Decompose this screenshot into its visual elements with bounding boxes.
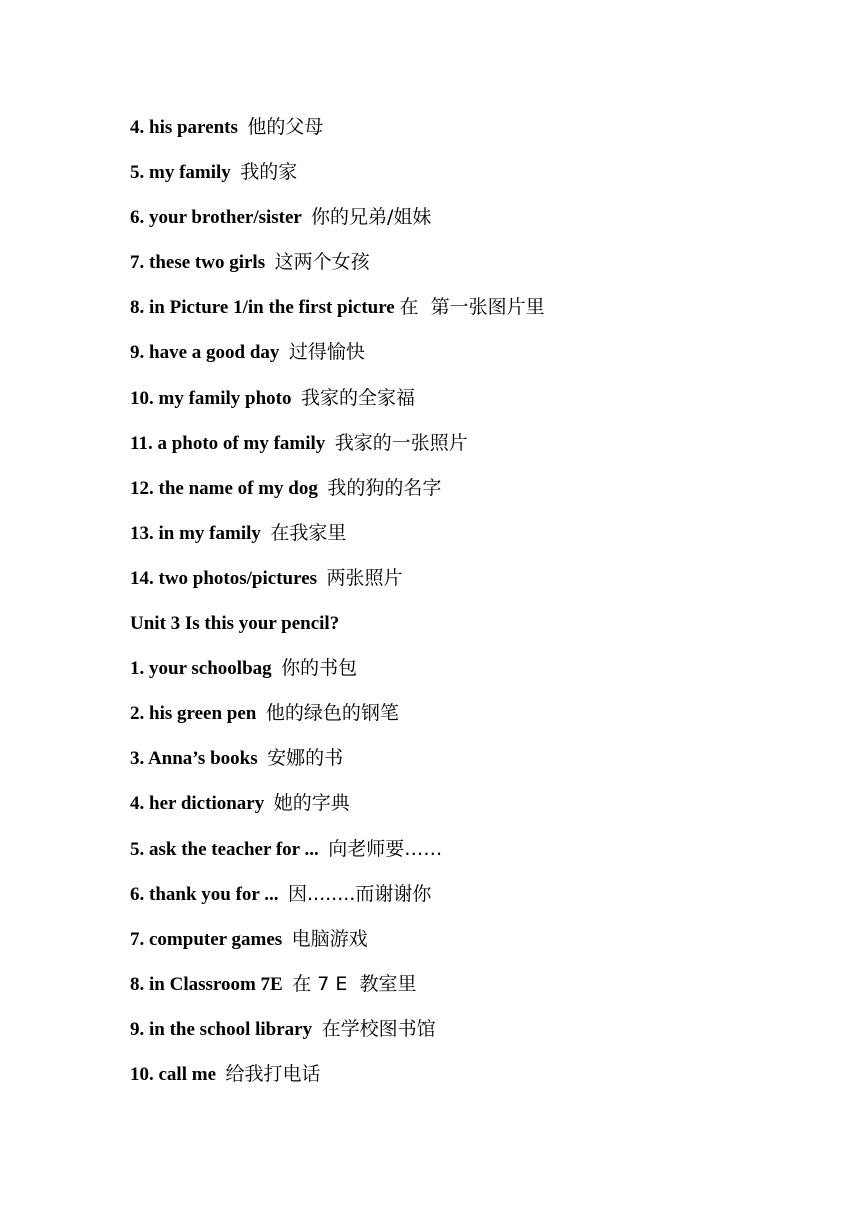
list-item xyxy=(130,788,830,833)
english-phrase: 12. the name of my dog xyxy=(130,477,328,499)
english-phrase: 11. a photo of my family xyxy=(130,432,335,454)
unit-heading xyxy=(130,608,830,653)
chinese-translation: 因........而谢谢你 xyxy=(288,882,432,905)
chinese-translation: 两张照片 xyxy=(326,566,403,589)
chinese-translation: 安娜的书 xyxy=(267,747,344,770)
english-phrase: 5. my family xyxy=(130,162,241,184)
chinese-translation: 她的字典 xyxy=(273,792,350,815)
list-item xyxy=(130,337,830,382)
english-phrase: 4. his parents xyxy=(130,117,248,138)
english-phrase: 10. call me xyxy=(130,1063,226,1085)
chinese-translation: 电脑游戏 xyxy=(291,927,368,950)
unit-title: Unit 3 Is this your pencil? xyxy=(130,613,340,635)
english-phrase: 4. her dictionary xyxy=(130,793,274,815)
chinese-translation: 向老师要…… xyxy=(328,837,443,860)
english-phrase: 6. your brother/sister xyxy=(130,207,312,229)
english-phrase: 7. these two girls xyxy=(130,252,275,274)
list-item xyxy=(130,202,830,247)
list-item xyxy=(130,698,830,743)
list-item xyxy=(130,518,830,563)
vocabulary-list xyxy=(130,112,830,1104)
list-item xyxy=(130,924,830,969)
list-item xyxy=(130,653,830,698)
english-phrase: 8. in Picture 1/in the first picture xyxy=(130,297,400,319)
list-item xyxy=(130,1059,830,1104)
chinese-translation: 在 7 E 教室里 xyxy=(292,972,417,995)
chinese-translation: 他的父母 xyxy=(247,116,324,138)
list-item xyxy=(130,157,830,202)
list-item xyxy=(130,563,830,608)
list-item xyxy=(130,743,830,788)
english-phrase: 10. my family photo xyxy=(130,387,301,409)
english-phrase: 14. two photos/pictures xyxy=(130,567,327,589)
list-item xyxy=(130,112,830,157)
english-phrase: 9. have a good day xyxy=(130,342,289,364)
chinese-translation: 我家的一张照片 xyxy=(334,431,468,454)
chinese-translation: 给我打电话 xyxy=(225,1062,321,1085)
english-phrase: 13. in my family xyxy=(130,522,271,544)
list-item xyxy=(130,292,830,337)
chinese-translation: 在学校图书馆 xyxy=(321,1017,436,1040)
chinese-translation: 你的兄弟/姐妹 xyxy=(311,206,432,229)
english-phrase: 5. ask the teacher for ... xyxy=(130,838,329,860)
english-phrase: 8. in Classroom 7E xyxy=(130,973,293,995)
list-item xyxy=(130,879,830,924)
list-item xyxy=(130,1014,830,1059)
list-item xyxy=(130,473,830,518)
chinese-translation: 我的家 xyxy=(240,161,298,184)
english-phrase: 1. your schoolbag xyxy=(130,658,282,680)
chinese-translation: 在我家里 xyxy=(270,521,347,544)
chinese-translation: 他的绿色的钢笔 xyxy=(265,702,399,725)
chinese-translation: 在 第一张图片里 xyxy=(399,296,545,319)
english-phrase: 3. Anna’s books xyxy=(130,748,268,770)
chinese-translation: 过得愉快 xyxy=(288,341,365,364)
list-item xyxy=(130,383,830,428)
chinese-translation: 这两个女孩 xyxy=(274,251,370,274)
english-phrase: 2. his green pen xyxy=(130,703,266,725)
chinese-translation: 你的书包 xyxy=(281,657,358,680)
list-item xyxy=(130,834,830,879)
chinese-translation: 我家的全家福 xyxy=(301,386,416,409)
list-item xyxy=(130,247,830,292)
english-phrase: 6. thank you for ... xyxy=(130,883,289,905)
english-phrase: 9. in the school library xyxy=(130,1018,322,1040)
list-item xyxy=(130,428,830,473)
chinese-translation: 我的狗的名字 xyxy=(327,476,442,499)
english-phrase: 7. computer games xyxy=(130,928,292,950)
list-item xyxy=(130,969,830,1014)
